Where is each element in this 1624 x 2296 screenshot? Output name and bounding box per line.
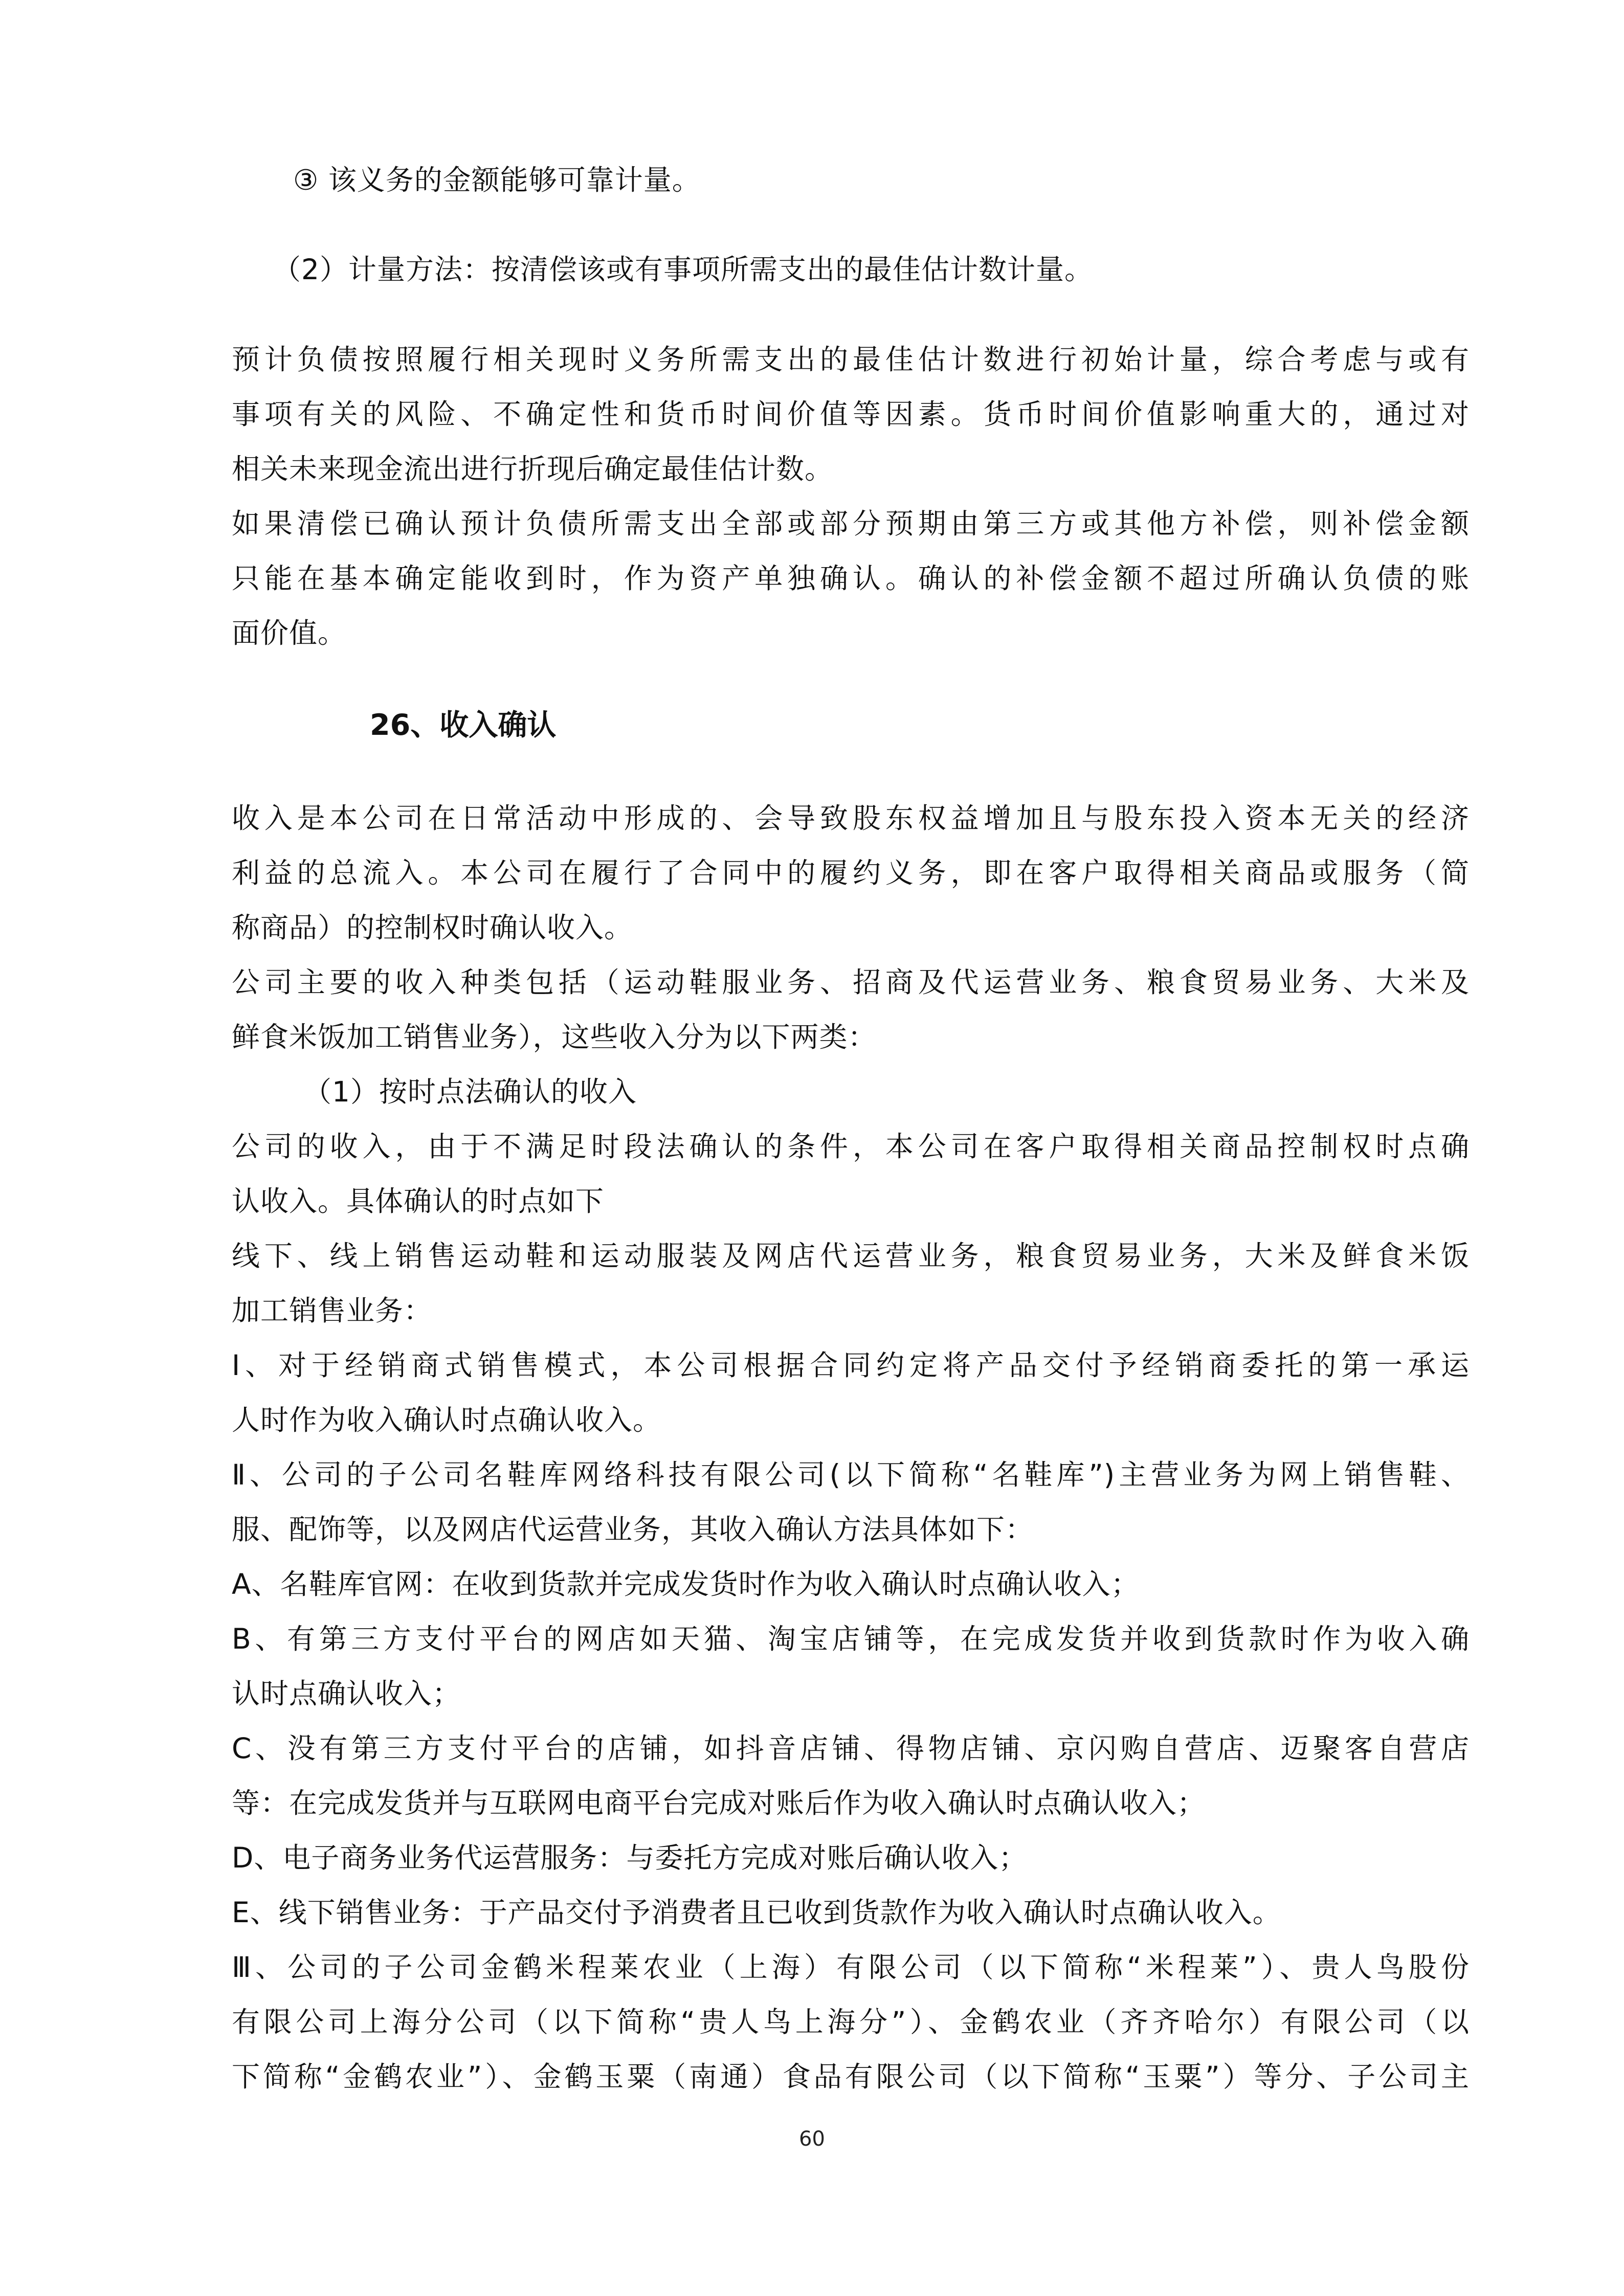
revenue-para1-line2: 利益的总流入。本公司在履行了合同中的履约义务，即在客户取得相关商品或服务（简: [232, 857, 1470, 889]
item-e-line: E、线下销售业务：于产品交付予消费者且已收到货款作为收入确认时点确认收入。: [232, 1896, 1281, 1929]
item-ii-line2: 服、配饰等，以及网店代运营业务，其收入确认方法具体如下：: [232, 1513, 1034, 1546]
revenue-para2-line2: 鲜食米饭加工销售业务），这些收入分为以下两类：: [232, 1021, 877, 1053]
item-c-line1: C、没有第三方支付平台的店铺，如抖音店铺、得物店铺、京闪购自营店、迈聚客自营店: [232, 1732, 1470, 1765]
item-b-line2: 认时点确认收入；: [232, 1677, 461, 1710]
revenue-para1-line3: 称商品）的控制权时确认收入。: [232, 911, 633, 944]
item-a-line: A、名鞋库官网：在收到货款并完成发货时作为收入确认时点确认收入；: [232, 1568, 1140, 1601]
provisions-para1-line2: 事项有关的风险、不确定性和货币时间价值等因素。货币时间价值影响重大的，通过对: [232, 398, 1470, 431]
item-c-line2: 等：在完成发货并与互联网电商平台完成对账后作为收入确认时点确认收入；: [232, 1787, 1206, 1819]
item-i-line1: Ⅰ、对于经销商式销售模式，本公司根据合同约定将产品交付予经销商委托的第一承运: [232, 1349, 1470, 1382]
page-number: 60: [799, 2127, 825, 2151]
revenue-para3-line2: 认收入。具体确认的时点如下: [232, 1185, 605, 1218]
provisions-para2-line3: 面价值。: [232, 617, 347, 649]
revenue-para4-line1: 线下、线上销售运动鞋和运动服装及网店代运营业务，粮食贸易业务，大米及鲜食米饭: [232, 1240, 1470, 1272]
provisions-para1-line3: 相关未来现金流出进行折现后确定最佳估计数。: [232, 453, 834, 485]
item-b-line1: B、有第三方支付平台的网店如天猫、淘宝店铺等，在完成发货并收到货款时作为收入确: [232, 1623, 1470, 1655]
measurement-method-line: （2）计量方法：按清偿该或有事项所需支出的最佳估计数计量。: [273, 253, 1093, 286]
revenue-para2-line1: 公司主要的收入种类包括（运动鞋服业务、招商及代运营业务、粮食贸易业务、大米及: [232, 966, 1470, 999]
point-in-time-subheading: （1）按时点法确认的收入: [303, 1075, 637, 1108]
provisions-para2-line1: 如果清偿已确认预计负债所需支出全部或部分预期由第三方或其他方补偿，则补偿金额: [232, 507, 1470, 540]
revenue-para4-line2: 加工销售业务：: [232, 1294, 433, 1327]
section-26-heading: 26、收入确认: [370, 708, 557, 742]
item-i-line2: 人时作为收入确认时点确认收入。: [232, 1404, 662, 1436]
provisions-para1-line1: 预计负债按照履行相关现时义务所需支出的最佳估计数进行初始计量，综合考虑与或有: [232, 343, 1470, 376]
item-3-line: ③ 该义务的金额能够可靠计量。: [293, 164, 701, 196]
revenue-para1-line1: 收入是本公司在日常活动中形成的、会导致股东权益增加且与股东投入资本无关的经济: [232, 802, 1470, 835]
item-d-line: D、电子商务业务代运营服务：与委托方完成对账后确认收入；: [232, 1841, 1028, 1874]
item-ii-line1: Ⅱ、公司的子公司名鞋库网络科技有限公司(以下简称“名鞋库”)主营业务为网上销售鞋、: [232, 1458, 1470, 1491]
item-iii-line1: Ⅲ、公司的子公司金鹤米程莱农业（上海）有限公司（以下简称“米程莱”）、贵人鸟股份: [232, 1951, 1470, 1984]
item-iii-line3: 下简称“金鹤农业”）、金鹤玉粟（南通）食品有限公司（以下简称“玉粟”）等分、子公司主: [232, 2060, 1470, 2093]
provisions-para2-line2: 只能在基本确定能收到时，作为资产单独确认。确认的补偿金额不超过所确认负债的账: [232, 562, 1470, 595]
revenue-para3-line1: 公司的收入，由于不满足时段法确认的条件，本公司在客户取得相关商品控制权时点确: [232, 1130, 1470, 1163]
item-iii-line2: 有限公司上海分公司（以下简称“贵人鸟上海分”）、金鹤农业（齐齐哈尔）有限公司（以: [232, 2006, 1470, 2038]
